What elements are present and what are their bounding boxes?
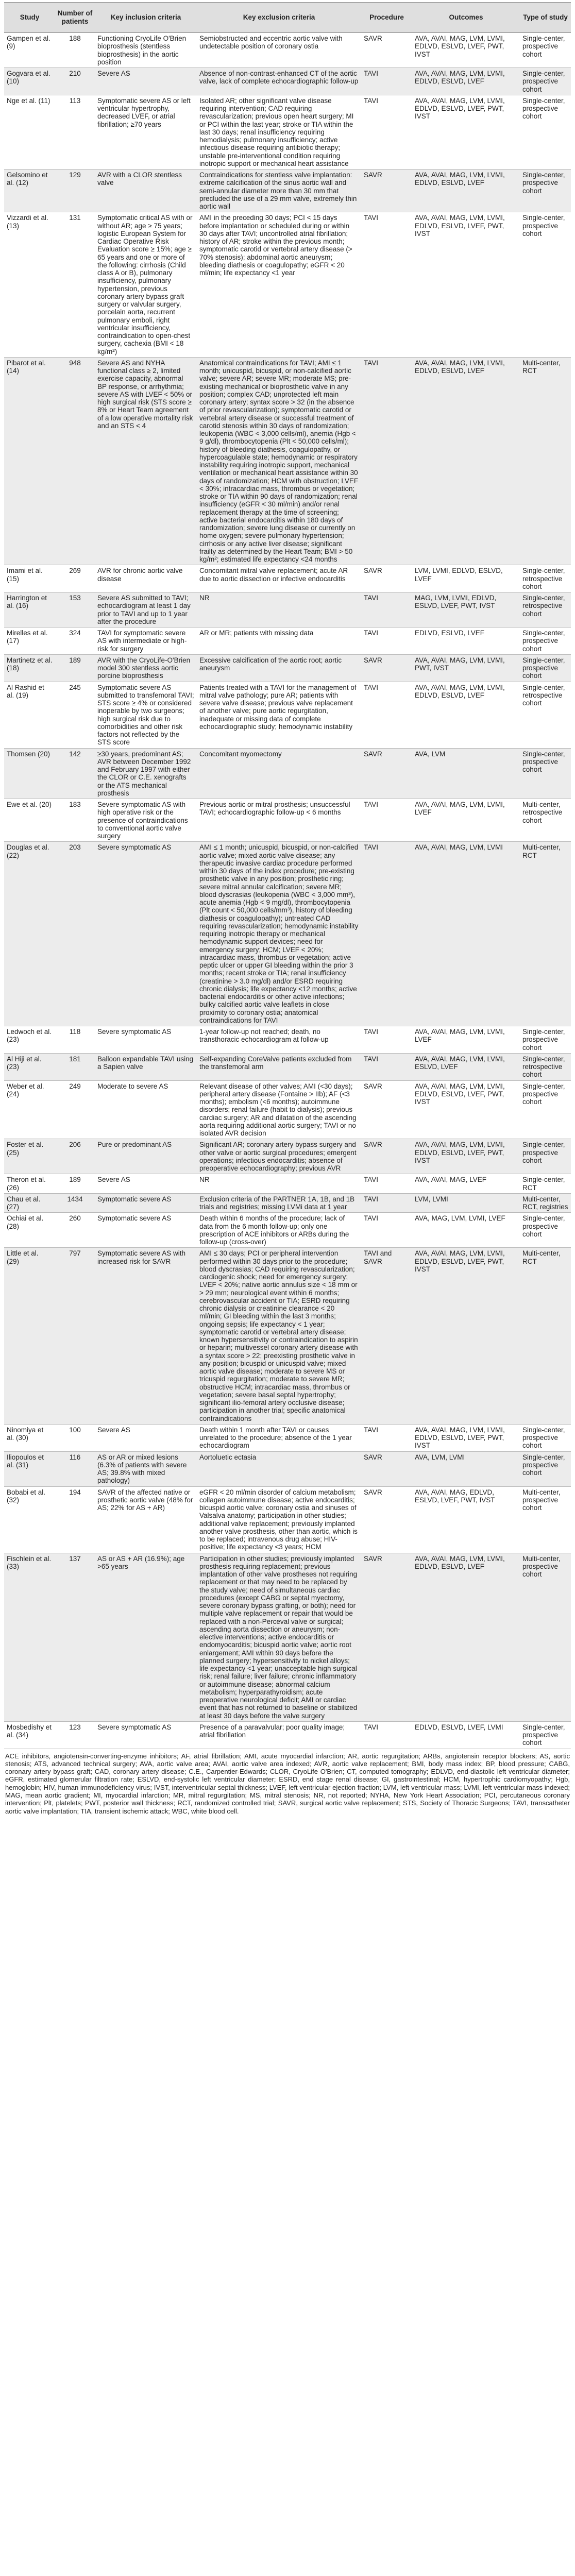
cell-outcomes: AVA, AVAI, MAG, LVM, LVMI, EDLVD, ESLVD, LVEF, PWT, IVST [412, 1080, 520, 1139]
cell-inclusion-criteria: AS or AR or mixed lesions (6.3% of patients with severe AS; 39.8% with mixed pathology) [95, 1451, 197, 1486]
cell-outcomes: EDLVD, ESLVD, LVEF [412, 628, 520, 655]
cell-type-of-study: Single-center, prospective cohort [520, 1721, 571, 1749]
cell-study: Ochiai et al. (28) [4, 1213, 55, 1248]
cell-procedure: TAVI [361, 1721, 412, 1749]
cell-number-of-patients: 100 [55, 1424, 95, 1451]
cell-exclusion-criteria: eGFR < 20 ml/min disorder of calcium metabolism; collagen autoimmune disease; active endocarditis; bicuspid aortic valve; coronary ostia and sinuses of Valsalva anatomy; participation in other studies; additional valve replacement; previously implanted another valve prosthesis, other than aortic, which is to be replaced; intravenous drug abuse; HIV-positive; life expectancy <3 years; HCM [197, 1486, 361, 1553]
cell-inclusion-criteria: Severe symptomatic AS [95, 842, 197, 1026]
table-row [4, 565, 571, 592]
cell-number-of-patients: 797 [55, 1248, 95, 1425]
cell-type-of-study: Multi-center, retrospective cohort [520, 799, 571, 842]
cell-number-of-patients: 1434 [55, 1193, 95, 1213]
table-row [4, 654, 571, 682]
cell-number-of-patients: 131 [55, 212, 95, 358]
cell-number-of-patients: 153 [55, 592, 95, 628]
cell-study: Mosbedishy et al. (34) [4, 1721, 55, 1749]
cell-number-of-patients: 142 [55, 748, 95, 799]
cell-type-of-study: Single-center, prospective cohort [520, 628, 571, 655]
cell-procedure: TAVI [361, 68, 412, 95]
cell-exclusion-criteria: AR or MR; patients with missing data [197, 628, 361, 655]
cell-study: Douglas et al. (22) [4, 842, 55, 1026]
cell-number-of-patients: 189 [55, 1174, 95, 1194]
cell-type-of-study: Single-center, RCT [520, 1174, 571, 1194]
cell-procedure: TAVI [361, 1053, 412, 1080]
table-row [4, 682, 571, 748]
cell-exclusion-criteria: Death within 1 month after TAVI or causes unrelated to the procedure; absence of the 1 year echocardiogram [197, 1424, 361, 1451]
cell-type-of-study: Single-center, prospective cohort [520, 33, 571, 68]
cell-outcomes: MAG, LVM, LVMI, EDLVD, ESLVD, LVEF, PWT, IVST [412, 592, 520, 628]
table-row [4, 95, 571, 169]
cell-exclusion-criteria: NR [197, 592, 361, 628]
table-row [4, 1553, 571, 1721]
cell-exclusion-criteria: Presence of a paravalvular; poor quality image; atrial fibrillation [197, 1721, 361, 1749]
cell-procedure: TAVI [361, 212, 412, 358]
cell-inclusion-criteria: Symptomatic severe AS [95, 1213, 197, 1248]
cell-inclusion-criteria: Severe AS [95, 1424, 197, 1451]
header-study: Study [4, 3, 55, 33]
table-row [4, 68, 571, 95]
cell-study: Gampen et al. (9) [4, 33, 55, 68]
table-row [4, 842, 571, 1026]
cell-type-of-study: Single-center, prospective cohort [520, 95, 571, 169]
cell-outcomes: LVM, LVMI [412, 1193, 520, 1213]
cell-type-of-study: Multi-center, prospective cohort [520, 1553, 571, 1721]
cell-inclusion-criteria: Moderate to severe AS [95, 1080, 197, 1139]
cell-type-of-study: Single-center, prospective cohort [520, 1424, 571, 1451]
cell-number-of-patients: 188 [55, 33, 95, 68]
cell-exclusion-criteria: 1-year follow-up not reached; death, no transthoracic echocardiogram at follow-up [197, 1026, 361, 1054]
cell-inclusion-criteria: Symptomatic critical AS with or without AR; age ≥ 75 years; logistic European System for Cardiac Operative Risk Evaluation score ≥ 15%; age ≥ 65 years and one or more of the following: cirrhosis (Child class A or B), pulmonary insufficiency, pulmonary hypertension, previous coronary artery bypass graft surgery or valvular surgery, porcelain aorta, recurrent pulmonary emboli, right ventricular insufficiency, contraindication to open-chest surgery, cachexia (BMI < 18 kg/m²) [95, 212, 197, 358]
cell-number-of-patients: 948 [55, 357, 95, 565]
cell-study: Gogvara et al. (10) [4, 68, 55, 95]
cell-inclusion-criteria: AVR with a CLOR stentless valve [95, 170, 197, 212]
cell-type-of-study: Single-center, prospective cohort [520, 68, 571, 95]
cell-exclusion-criteria: Absence of non-contrast-enhanced CT of the aortic valve, lack of complete echocardiographic follow-up [197, 68, 361, 95]
cell-study: Weber et al. (24) [4, 1080, 55, 1139]
table-row [4, 1193, 571, 1213]
cell-study: Vizzardi et al. (13) [4, 212, 55, 358]
table-row [4, 212, 571, 358]
cell-outcomes: AVA, LVM [412, 748, 520, 799]
cell-outcomes: AVA, MAG, LVM, LVMI, LVEF [412, 1213, 520, 1248]
cell-inclusion-criteria: Severe AS [95, 1174, 197, 1194]
cell-exclusion-criteria: Previous aortic or mitral prosthesis; unsuccessful TAVI; echocardiographic follow-up < 6 months [197, 799, 361, 842]
cell-exclusion-criteria: Contraindications for stentless valve implantation: extreme calcification of the sinus aortic wall and semi-annular diameter more than 30 mm that precluded the use of a 29 mm valve, extremely thin aortic wall [197, 170, 361, 212]
cell-inclusion-criteria: Severe symptomatic AS [95, 1026, 197, 1054]
table-header [4, 3, 571, 33]
cell-procedure: SAVR [361, 748, 412, 799]
header-outcomes: Outcomes [412, 3, 520, 33]
cell-type-of-study: Single-center, prospective cohort [520, 1026, 571, 1054]
cell-type-of-study: Multi-center, RCT [520, 1248, 571, 1425]
cell-procedure: SAVR [361, 565, 412, 592]
cell-study: Ledwoch et al. (23) [4, 1026, 55, 1054]
cell-exclusion-criteria: Semiobstructed and eccentric aortic valve with undetectable position of coronary ostia [197, 33, 361, 68]
table-row [4, 748, 571, 799]
cell-outcomes: AVA, AVAI, MAG, LVM, LVMI, LVEF [412, 1026, 520, 1054]
table-row [4, 357, 571, 565]
table-body [4, 33, 571, 1749]
cell-procedure: TAVI [361, 357, 412, 565]
cell-exclusion-criteria: AMI ≤ 1 month; unicuspid, bicuspid, or non-calcified aortic valve; mixed aortic valve disease; any therapeutic invasive cardiac procedure performed within 30 days of the index procedure; pre-existing prosthetic valve in any position; prosthetic ring; severe mitral annular calcification; severe MR; blood dyscrasias (leukopenia (WBC < 3,000 mm³), acute anemia (Hgb < 9 mg/dl), thrombocytopenia (Plt count < 50,000 cells/mm³), history of bleeding diathesis or coagulopathy); untreated CAD requiring revascularization; hemodynamic instability requiring inotropic therapy or mechanical hemodynamic support devices; need for emergency surgery; HCM; LVEF < 20%; intracardiac mass, thrombus or vegetation; active peptic ulcer or upper GI bleeding within the prior 3 months; recent stroke or TIA; renal insufficiency (creatinine > 3.0 mg/dl) and/or ESRD requiring chronic dialysis; life expectancy <12 months; active bacterial endocarditis or other active infections; bulky calcified aortic valve leaflets in close proximity to coronary ostia; anatomical contraindications for TAVI [197, 842, 361, 1026]
cell-inclusion-criteria: ≥30 years, predominant AS; AVR between December 1992 and February 1997 with either the CLOR or C.E. xenografts or the ATS mechanical prosthesis [95, 748, 197, 799]
cell-exclusion-criteria: Isolated AR; other significant valve disease requiring intervention; CAD requiring revascularization; previous open heart surgery; MI or PCI within the last year; stroke or TIA within the last 30 days; renal insufficiency requiring hemodialysis; pulmonary insufficiency; active infectious disease requiring antibiotic therapy; unstable pre-interventional condition requiring inotropic support or mechanical heart assistance [197, 95, 361, 169]
cell-inclusion-criteria: SAVR of the affected native or prosthetic aortic valve (48% for AS; 22% for AS + AR) [95, 1486, 197, 1553]
cell-study: Harrington et al. (16) [4, 592, 55, 628]
cell-type-of-study: Multi-center, prospective cohort [520, 1486, 571, 1553]
cell-type-of-study: Single-center, retrospective cohort [520, 1053, 571, 1080]
cell-procedure: SAVR [361, 1553, 412, 1721]
cell-study: Ninomiya et al. (30) [4, 1424, 55, 1451]
table-row [4, 170, 571, 212]
cell-number-of-patients: 189 [55, 654, 95, 682]
cell-procedure: TAVI [361, 1193, 412, 1213]
cell-inclusion-criteria: AVR with the CryoLife-O'Brien model 300 stentless aortic porcine bioprosthesis [95, 654, 197, 682]
cell-procedure: TAVI [361, 799, 412, 842]
cell-outcomes: AVA, AVAI, MAG, LVM, LVMI, EDLVD, ESLVD, LVEF [412, 357, 520, 565]
cell-inclusion-criteria: Symptomatic severe AS with increased risk for SAVR [95, 1248, 197, 1425]
cell-exclusion-criteria: Aortoluetic ectasia [197, 1451, 361, 1486]
cell-outcomes: AVA, AVAI, MAG, LVM, LVMI, EDLVD, ESLVD, LVEF, PWT, IVST [412, 1139, 520, 1174]
cell-outcomes: AVA, AVAI, MAG, LVEF [412, 1174, 520, 1194]
header-number-of-patients: Number of patients [55, 3, 95, 33]
cell-procedure: TAVI [361, 1424, 412, 1451]
table-row [4, 1248, 571, 1425]
cell-procedure: TAVI [361, 1026, 412, 1054]
cell-inclusion-criteria: Severe AS [95, 68, 197, 95]
cell-procedure: TAVI [361, 592, 412, 628]
cell-study: Ewe et al. (20) [4, 799, 55, 842]
table-row [4, 1424, 571, 1451]
cell-type-of-study: Single-center, prospective cohort [520, 654, 571, 682]
cell-procedure: TAVI [361, 682, 412, 748]
cell-exclusion-criteria: Significant AR; coronary artery bypass surgery and other valve or aortic surgical procedures; emergent operations; infectious endocarditis; absence of preoperative echocardiography; previous AVR [197, 1139, 361, 1174]
cell-type-of-study: Single-center, prospective cohort [520, 1213, 571, 1248]
cell-outcomes: LVM, LVMI, EDLVD, ESLVD, LVEF [412, 565, 520, 592]
cell-outcomes: AVA, AVAI, MAG, LVM, LVMI, EDLVD, ESLVD, LVEF [412, 1553, 520, 1721]
abbreviations-footnote: ACE inhibitors, angiotensin-converting-enzyme inhibitors; AF, atrial fibrillation; AMI, acute myocardial infarction; AR, aortic regurgitation; ARBs, angiotensin receptor blockers; AS, aortic stenosis; ATS, advanced technical surgery; AVA, aortic valve area; AVAI, aortic valve area indexed; AVR, aortic valve replacement; BMI, body mass index; BP, blood pressure; CABG, coronary artery bypass graft; CAD, coronary artery disease; C.E., Carpentier-Edwards; CLOR, CryoLife O'Brien; CT, computed tomography; EDLVD, end-diastolic left ventricular diameter; eGFR, estimated glomerular filtration rate; ESLVD, end-systolic left ventricular diameter; ESRD, end stage renal disease; GI, gastrointestinal; HCM, hypertrophic cardiomyopathy; Hgb, hemoglobin; HIV, human immunodeficiency virus; IVST, interventricular septal thickness; LVEF, left ventricular ejection fraction; LVM, left ventricular mass; LVMI, left ventricular mass indexed; MAG, mean aortic gradient; MI, myocardial infarction; MR, mitral regurgitation; MS, mitral stenosis; NR, not reported; NYHA, New York Heart Association; PCI, percutaneous coronary intervention; Plt, platelets; PWT, posterior wall thickness; RCT, randomized controlled trial; SAVR, surgical aortic valve replacement; STS, Society of Thoracic Surgeons; TAVI, transcatheter aortic valve implantation; TIA, transient ischemic attack; WBC, white blood cell. [5, 1752, 570, 1815]
cell-outcomes: AVA, AVAI, MAG, LVM, LVMI [412, 842, 520, 1026]
cell-type-of-study: Multi-center, RCT [520, 357, 571, 565]
cell-inclusion-criteria: Pure or predominant AS [95, 1139, 197, 1174]
cell-number-of-patients: 123 [55, 1721, 95, 1749]
cell-outcomes: AVA, AVAI, MAG, LVM, LVMI, EDLVD, ESLVD, LVEF, PWT, IVST [412, 33, 520, 68]
cell-number-of-patients: 210 [55, 68, 95, 95]
cell-exclusion-criteria: Concomitant myomectomy [197, 748, 361, 799]
cell-outcomes: AVA, AVAI, MAG, EDLVD, ESLVD, LVEF, PWT, IVST [412, 1486, 520, 1553]
cell-number-of-patients: 203 [55, 842, 95, 1026]
table-row [4, 1213, 571, 1248]
cell-study: Gelsomino et al. (12) [4, 170, 55, 212]
cell-outcomes: AVA, AVAI, MAG, LVM, LVMI, EDLVD, ESLVD, LVEF, PWT, IVST [412, 212, 520, 358]
cell-number-of-patients: 194 [55, 1486, 95, 1553]
cell-procedure: TAVI [361, 95, 412, 169]
cell-number-of-patients: 324 [55, 628, 95, 655]
cell-number-of-patients: 129 [55, 170, 95, 212]
cell-outcomes: AVA, AVAI, MAG, LVM, LVMI, EDLVD, ESLVD, LVEF [412, 682, 520, 748]
cell-procedure: TAVI [361, 842, 412, 1026]
cell-procedure: TAVI [361, 628, 412, 655]
cell-outcomes: AVA, AVAI, MAG, LVM, LVMI, EDLVD, ESLVD, LVEF [412, 68, 520, 95]
cell-type-of-study: Multi-center, RCT [520, 842, 571, 1026]
cell-procedure: TAVI [361, 1213, 412, 1248]
cell-inclusion-criteria: Severe symptomatic AS [95, 1721, 197, 1749]
cell-outcomes: AVA, LVM, LVMI [412, 1451, 520, 1486]
cell-exclusion-criteria: Excessive calcification of the aortic root; aortic aneurysm [197, 654, 361, 682]
cell-inclusion-criteria: Severe symptomatic AS with high operative risk or the presence of contraindications to conventional aortic valve surgery [95, 799, 197, 842]
cell-type-of-study: Multi-center, RCT, registries [520, 1193, 571, 1213]
cell-number-of-patients: 113 [55, 95, 95, 169]
cell-inclusion-criteria: Balloon expandable TAVI using a Sapien valve [95, 1053, 197, 1080]
cell-inclusion-criteria: AVR for chronic aortic valve disease [95, 565, 197, 592]
cell-number-of-patients: 245 [55, 682, 95, 748]
cell-outcomes: AVA, AVAI, MAG, LVM, LVMI, EDLVD, ESLVD, LVEF, PWT, IVST [412, 1248, 520, 1425]
cell-outcomes: AVA, AVAI, MAG, LVM, LVMI, EDLVD, ESLVD, LVEF, PWT, IVST [412, 95, 520, 169]
cell-study: Fischlein et al. (33) [4, 1553, 55, 1721]
header-type-of-study: Type of study [520, 3, 571, 33]
cell-procedure: SAVR [361, 170, 412, 212]
cell-study: Al Rashid et al. (19) [4, 682, 55, 748]
header-row [4, 3, 571, 33]
table-row [4, 1053, 571, 1080]
cell-study: Imami et al. (15) [4, 565, 55, 592]
table-row [4, 1721, 571, 1749]
cell-number-of-patients: 183 [55, 799, 95, 842]
cell-number-of-patients: 116 [55, 1451, 95, 1486]
cell-procedure: SAVR [361, 654, 412, 682]
cell-procedure: TAVI and SAVR [361, 1248, 412, 1425]
cell-inclusion-criteria: Severe AS and NYHA functional class ≥ 2, limited exercise capacity, abnormal BP response, or arrhythmia; severe AS with LVEF < 50% or high surgical risk (STS score ≥ 8% or Heart Team agreement of a low operative mortality risk and an STS < 4 [95, 357, 197, 565]
cell-procedure: SAVR [361, 1139, 412, 1174]
cell-type-of-study: Single-center, prospective cohort [520, 1139, 571, 1174]
cell-procedure: SAVR [361, 1486, 412, 1553]
cell-inclusion-criteria: AS or AS + AR (16.9%); age >65 years [95, 1553, 197, 1721]
cell-exclusion-criteria: AMI ≤ 30 days; PCI or peripheral intervention performed within 30 days prior to the procedure; blood dyscrasias; CAD requiring revascularization; cardiogenic shock; need for emergency surgery; LVEF < 20%; native aortic annulus size < 18 mm or > 29 mm; neurological event within 6 months; cerebrovascular accident or TIA; ESRD requiring chronic dialysis or creatinine clearance < 20 ml/min; GI bleeding within the last 3 months; ongoing sepsis; life expectancy < 1 year; symptomatic carotid or vertebral artery disease; known hypersensitivity or contraindication to aspirin or heparin; multivessel coronary artery disease with a syntax score > 22; preexisting prosthetic valve in any position; bicuspid or unicuspid valve; mixed aortic valve disease; moderate to severe MS or tricuspid regurgitation; moderate to severe MR; obstructive HCM; intracardiac mass, thrombus or vegetation; severe basal septal hypertrophy; significant ilio-femoral artery occlusive disease; participation in another trial; specific anatomical contraindications [197, 1248, 361, 1425]
table-row [4, 1080, 571, 1139]
cell-study: Nge et al. (11) [4, 95, 55, 169]
table-row [4, 1486, 571, 1553]
cell-exclusion-criteria: Death within 6 months of the procedure; lack of data from the 6 month follow-up; only one prescription of ACE inhibitors or ARBs during the follow-up (cross-over) [197, 1213, 361, 1248]
cell-study: Al Hiji et al. (23) [4, 1053, 55, 1080]
cell-outcomes: AVA, AVAI, MAG, LVM, LVMI, LVEF [412, 799, 520, 842]
cell-exclusion-criteria: Exclusion criteria of the PARTNER 1A, 1B, and 1B trials and registries; missing LVMi data at 1 year [197, 1193, 361, 1213]
cell-inclusion-criteria: Symptomatic severe AS [95, 1193, 197, 1213]
cell-number-of-patients: 181 [55, 1053, 95, 1080]
cell-inclusion-criteria: Functioning CryoLife O'Brien bioprosthesis (stentless bioprosthesis) in the aortic position [95, 33, 197, 68]
cell-number-of-patients: 260 [55, 1213, 95, 1248]
cell-study: Bobabi et al. (32) [4, 1486, 55, 1553]
cell-number-of-patients: 269 [55, 565, 95, 592]
cell-number-of-patients: 249 [55, 1080, 95, 1139]
cell-study: Foster et al. (25) [4, 1139, 55, 1174]
cell-study: Martinetz et al. (18) [4, 654, 55, 682]
table-row [4, 628, 571, 655]
cell-number-of-patients: 137 [55, 1553, 95, 1721]
cell-outcomes: EDLVD, ESLVD, LVEF, LVMI [412, 1721, 520, 1749]
cell-exclusion-criteria: NR [197, 1174, 361, 1194]
cell-inclusion-criteria: TAVI for symptomatic severe AS with intermediate or high-risk for surgery [95, 628, 197, 655]
cell-type-of-study: Single-center, retrospective cohort [520, 682, 571, 748]
cell-exclusion-criteria: Self-expanding CoreValve patients excluded from the transfemoral arm [197, 1053, 361, 1080]
cell-outcomes: AVA, AVAI, MAG, LVM, LVMI, EDLVD, ESLVD, LVEF [412, 170, 520, 212]
cell-study: Pibarot et al. (14) [4, 357, 55, 565]
cell-exclusion-criteria: Patients treated with a TAVI for the management of mitral valve pathology; pure AR; patients with severe valve disease; previous valve replacement of another valve; pure aortic regurgitation, inadequate or missing data of complete echocardiographic study; hemodynamic instability [197, 682, 361, 748]
cell-type-of-study: Single-center, prospective cohort [520, 170, 571, 212]
cell-exclusion-criteria: Anatomical contraindications for TAVI; AMI ≤ 1 month; unicuspid, bicuspid, or non-calcified aortic valve; severe AR; severe MR; moderate MS; pre-existing mechanical or bioprosthetic valve in any position; complex CAD; unprotected left main coronary artery; syntax score > 32 (in the absence of prior revascularization); symptomatic carotid or vertebral artery disease or successful treatment of carotid stenosis within 30 days of randomization; leukopenia (WBC < 3,000 cells/ml), anemia (Hgb < 9 g/dl), thrombocytopenia (Plt < 50,000 cells/ml); history of bleeding diathesis, coagulopathy, or hypercoagulable state; hemodynamic or respiratory instability requiring inotropic support, mechanical ventilation or mechanical heart assistance within 30 days of randomization; HCM with obstruction; LVEF < 30%; intracardiac mass, thrombus or vegetation; stroke or TIA within 90 days of randomization; renal insufficiency (eGFR < 30 ml/min) and/or renal replacement therapy at the time of screening; active bacterial endocarditis within 180 days of randomization; severe lung disease or currently on home oxygen; severe pulmonary hypertension; cirrhosis or any active liver disease; significant frailty as determined by the Heart Team; BMI > 50 kg/m²; estimated life expectancy <24 months [197, 357, 361, 565]
cell-type-of-study: Single-center, prospective cohort [520, 1080, 571, 1139]
cell-study: Mirelles et al. (17) [4, 628, 55, 655]
cell-procedure: SAVR [361, 1451, 412, 1486]
document-page [4, 0, 571, 1815]
cell-study: Chau et al. (27) [4, 1193, 55, 1213]
cell-type-of-study: Single-center, retrospective cohort [520, 565, 571, 592]
header-exclusion-criteria: Key exclusion criteria [197, 3, 361, 33]
cell-exclusion-criteria: AMI in the preceding 30 days; PCI < 15 days before implantation or scheduled during or within 30 days after TAVI; uncontrolled atrial fibrillation; history of AR; stroke within the previous month; symptomatic carotid or vertebral artery disease (> 70% stenosis); abdominal aortic aneurysm; bleeding diathesis or coagulopathy; eGFR < 20 ml/min; life expectancy <1 year [197, 212, 361, 358]
cell-procedure: TAVI [361, 1174, 412, 1194]
cell-procedure: SAVR [361, 1080, 412, 1139]
cell-study: Little et al. (29) [4, 1248, 55, 1425]
cell-type-of-study: Single-center, prospective cohort [520, 748, 571, 799]
cell-procedure: SAVR [361, 33, 412, 68]
cell-number-of-patients: 206 [55, 1139, 95, 1174]
table-row [4, 33, 571, 68]
cell-exclusion-criteria: Concomitant mitral valve replacement; acute AR due to aortic dissection or infective endocarditis [197, 565, 361, 592]
cell-outcomes: AVA, AVAI, MAG, LVM, LVMI, ESLVD, LVEF [412, 1053, 520, 1080]
table-row [4, 1026, 571, 1054]
table-row [4, 592, 571, 628]
cell-type-of-study: Single-center, retrospective cohort [520, 592, 571, 628]
cell-inclusion-criteria: Symptomatic severe AS submitted to transfemoral TAVI; STS score ≥ 4% or considered inoperable by two surgeons; high surgical risk due to comorbidities and other risk factors not reflected by the STS score [95, 682, 197, 748]
table-row [4, 1174, 571, 1194]
cell-study: Theron et al. (26) [4, 1174, 55, 1194]
table-row [4, 1139, 571, 1174]
cell-study: Thomsen (20) [4, 748, 55, 799]
cell-inclusion-criteria: Symptomatic severe AS or left ventricular hypertrophy, decreased LVEF, or atrial fibrillation; ≥70 years [95, 95, 197, 169]
cell-study: Iliopoulos et al. (31) [4, 1451, 55, 1486]
cell-type-of-study: Single-center, prospective cohort [520, 1451, 571, 1486]
header-procedure: Procedure [361, 3, 412, 33]
header-inclusion-criteria: Key inclusion criteria [95, 3, 197, 33]
studies-table [4, 2, 571, 1749]
table-row [4, 799, 571, 842]
cell-outcomes: AVA, AVAI, MAG, LVM, LVMI, EDLVD, ESLVD, LVEF, PWT, IVST [412, 1424, 520, 1451]
cell-number-of-patients: 118 [55, 1026, 95, 1054]
cell-exclusion-criteria: Relevant disease of other valves; AMI (<30 days); peripheral artery disease (Fontaine > IIb); AF (<3 months); embolism (<6 months); autoimmune disorders; renal failure (habit to dialysis); previous cardiac surgery; AR and dilatation of the ascending aorta requiring additional aortic surgery; TAVI or no isolated AVR decision [197, 1080, 361, 1139]
cell-inclusion-criteria: Severe AS submitted to TAVI; echocardiogram at least 1 day prior to TAVI and up to 1 year after the procedure [95, 592, 197, 628]
cell-exclusion-criteria: Participation in other studies; previously implanted prosthesis requiring replacement; previous implantation of other valve prostheses not requiring replacement or that may need to be replaced by the study valve; need of simultaneous cardiac procedures (except CABG or septal myectomy, severe coronary bypass grafting, or both); need for multiple valve replacement or repair that would be replaced with a non-Perceval valve or surgical; ascending aorta dissection or aneurysm; non-elective interventions; active endocarditis or endomyocarditis; bicuspid aortic valve; aortic root enlargement; AMI within 90 days before the planned surgery; hypersensitivity to nickel alloys; life expectancy <1 year; unacceptable high surgical risk; renal failure; liver failure; chronic inflammatory or autoimmune disease; abnormal calcium metabolism; hyperparathyroidism; acute preoperative neurological deficit; AMI or cardiac event that has not returned to baseline or stabilized at least 30 days before the valve surgery [197, 1553, 361, 1721]
cell-type-of-study: Single-center, prospective cohort [520, 212, 571, 358]
table-row [4, 1451, 571, 1486]
cell-outcomes: AVA, AVAI, MAG, LVM, LVMI, PWT, IVST [412, 654, 520, 682]
